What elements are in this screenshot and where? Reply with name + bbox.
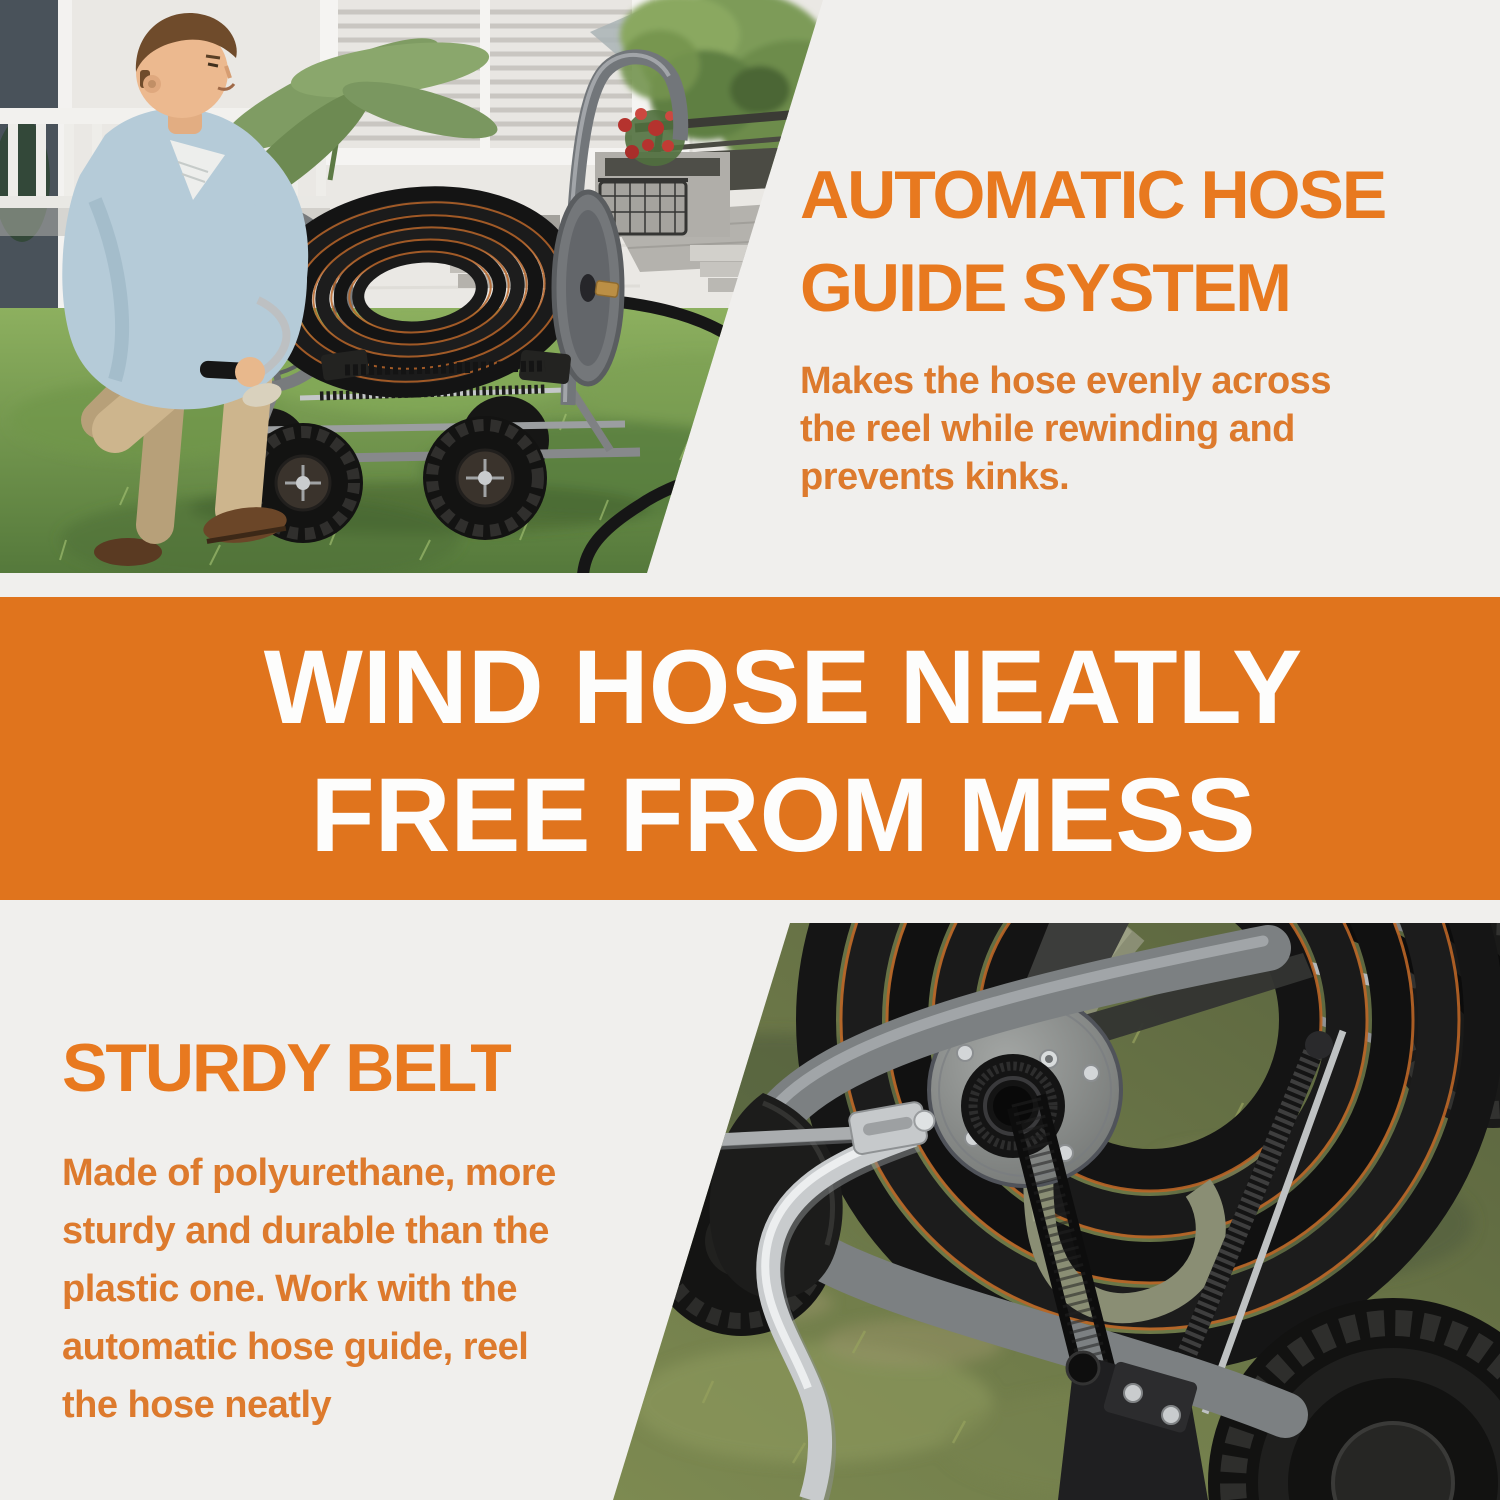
feature-bottom-body-line4: automatic hose guide, reel (62, 1326, 529, 1368)
feature-bottom-body-line1: Made of polyurethane, more (62, 1152, 556, 1194)
feature-top-body-line3: prevents kinks. (800, 456, 1070, 498)
photo-top-lifestyle (0, 0, 830, 573)
feature-bottom-body (62, 1144, 702, 1434)
feature-top-heading-line1: AUTOMATIC HOSE (800, 157, 1386, 233)
feature-top-body-line2: the reel while rewinding and (800, 408, 1295, 450)
banner-line2: FREE FROM MESS (310, 756, 1256, 874)
feature-bottom-body-line2: sturdy and durable than the (62, 1210, 549, 1252)
headline-banner (0, 597, 1500, 900)
photo-bottom-belt-closeup (613, 923, 1500, 1500)
banner-line1: WIND HOSE NEATLY (263, 628, 1303, 746)
feature-sturdy-belt (62, 1022, 702, 1434)
feature-bottom-body-line3: plastic one. Work with the (62, 1268, 518, 1310)
feature-automatic-hose-guide (800, 149, 1460, 501)
bottom-photo-illustration (613, 923, 1500, 1500)
cart-wheel (423, 416, 547, 540)
headline-banner-text (264, 624, 1302, 880)
feature-top-heading-line2: GUIDE SYSTEM (800, 250, 1290, 326)
feature-bottom-body-line5: the hose neatly (62, 1384, 332, 1426)
feature-top-body-line1: Makes the hose evenly across (800, 360, 1331, 402)
feature-bottom-heading: STURDY BELT (62, 1030, 510, 1106)
feature-top-body (800, 357, 1460, 501)
feature-top-heading (800, 149, 1460, 335)
top-photo-illustration (0, 0, 830, 573)
